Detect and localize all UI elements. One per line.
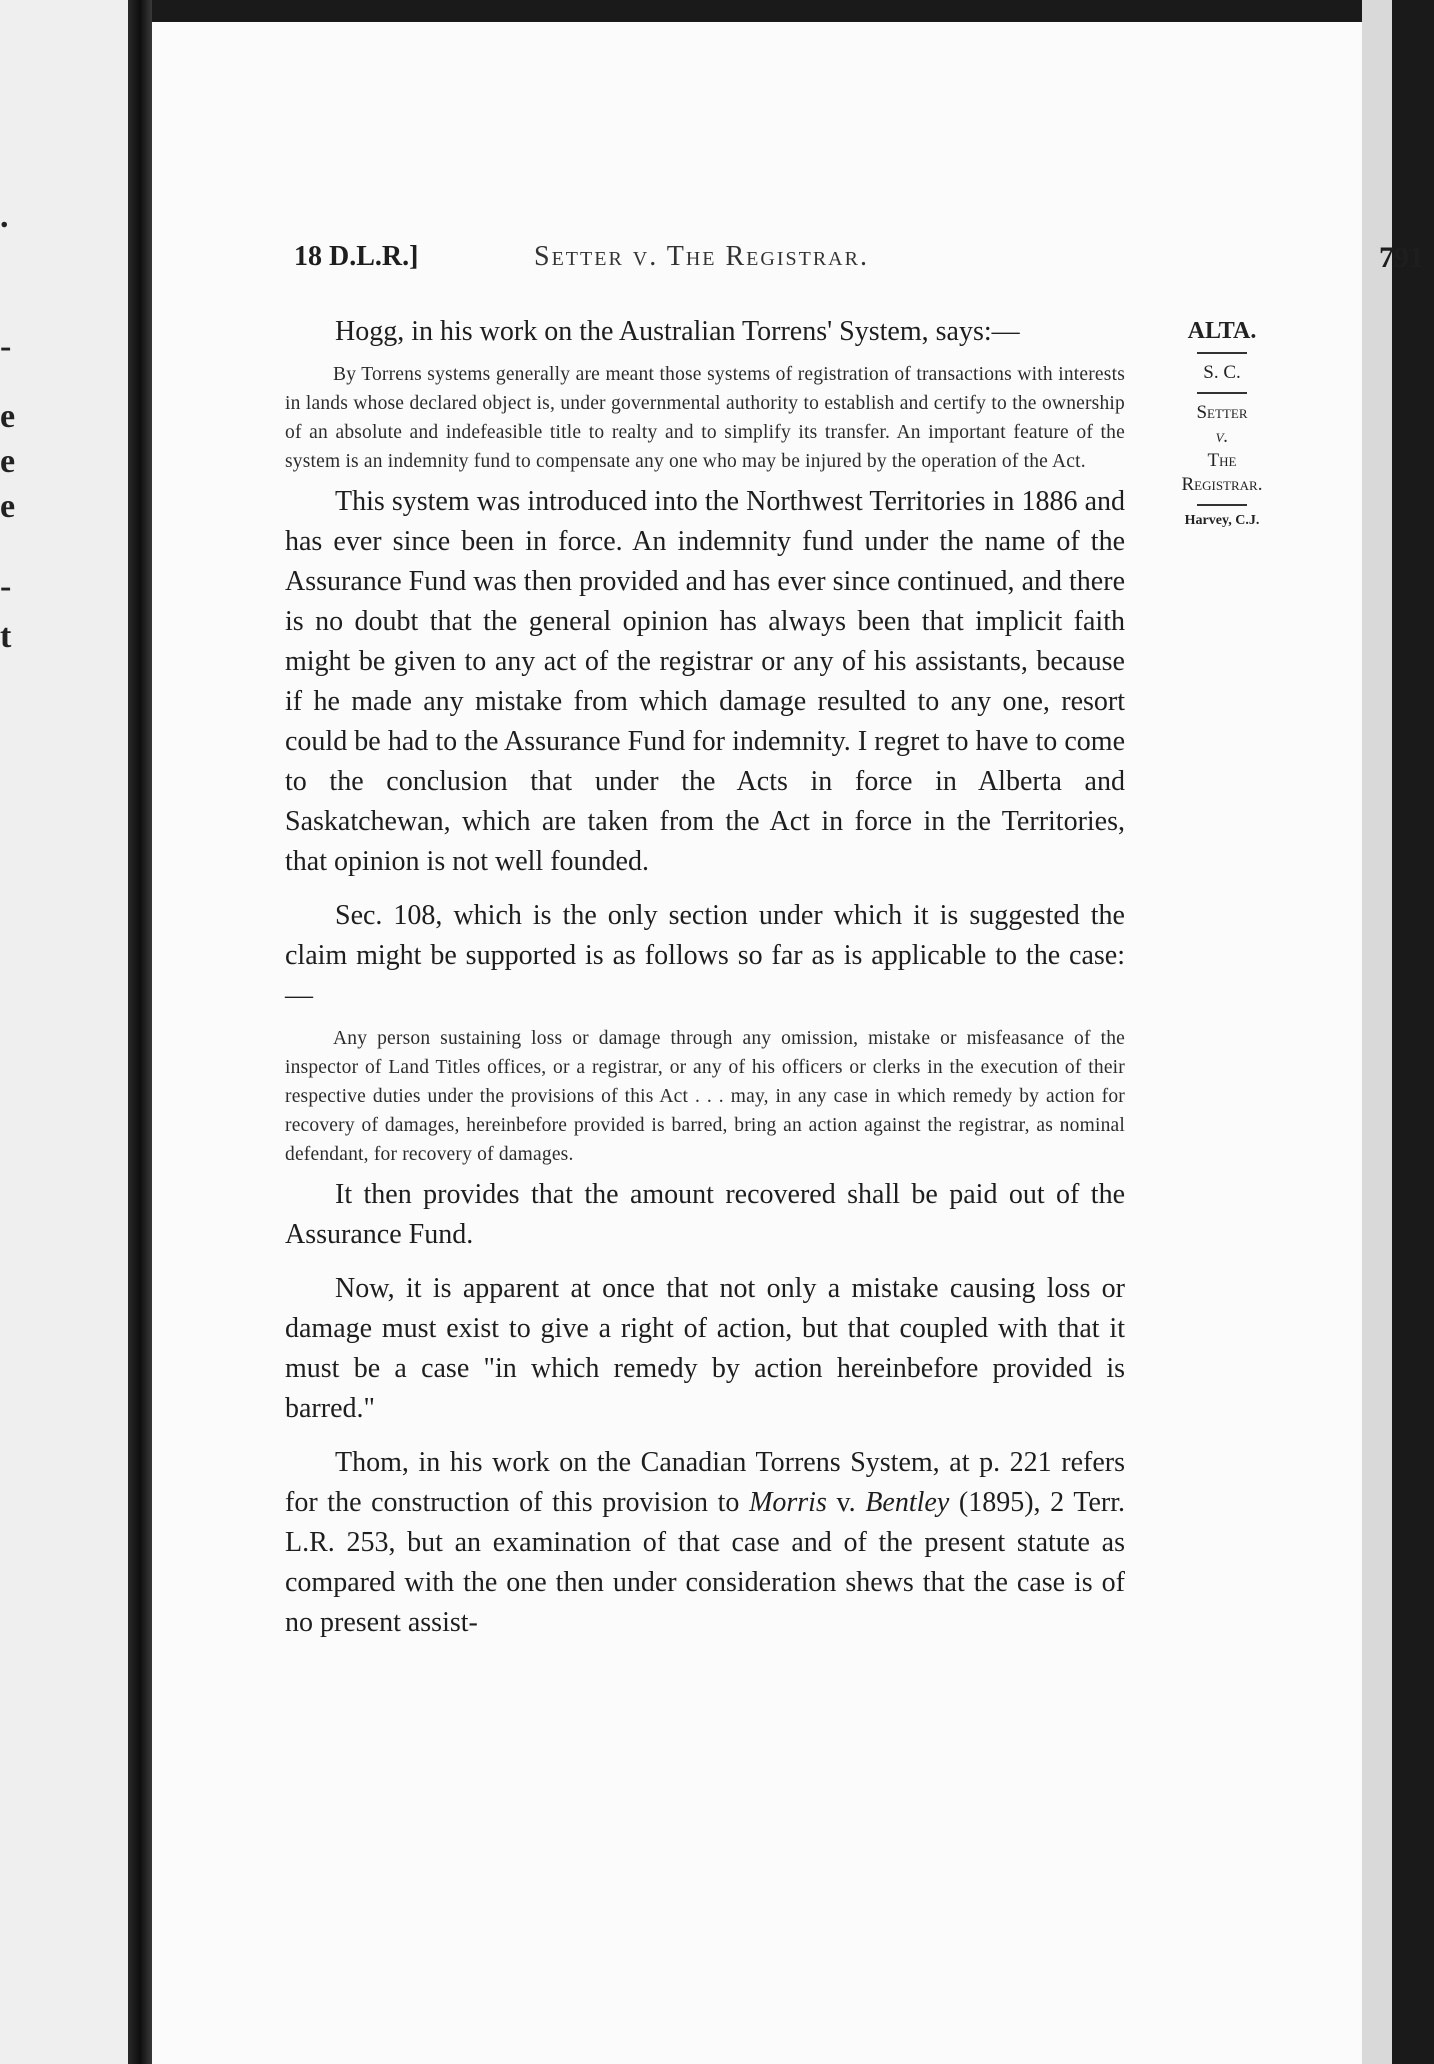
paragraph: Hogg, in his work on the Australian Torrens' System, says:— [335,316,1020,347]
paragraph: This system was introduced into the Northwest Territories in 1886 and has ever since been in force. An indemnity fund under the name of the Assurance Fund was then provided and has ever since continued, and there is no doubt that the general opinion has always been that implicit faith might be given to any act of the registrar or any of his assistants, because if he made any mistake from which damage resulted to any one, resort could be had to the Assurance Fund for indemnity. I regret to have to come to the conclusion that under the Acts in force in Alberta and Saskatchewan, which are taken from the Act in force in the Territories, that opinion is not well founded. [285,486,1125,877]
edge-glyph: - [0,328,12,365]
text-run: v. [826,1487,866,1518]
divider [1197,504,1247,506]
edge-glyph: . [0,198,9,235]
case-name-line: Registrar. [1181,474,1263,495]
running-header [294,227,1434,287]
block-quote: By Torrens systems generally are meant those systems of registration of transactions with interests in lands whose declared object is, under governmental authority to establish and certify to the ownership of an absolute and indefeasible title to realty and to simplify its transfer. An important feature of the system is an indemnity fund to compensate any one who may be injured by the operation of the Act. [285,364,1125,472]
case-name: Bentley [865,1487,950,1518]
book-gutter [128,0,152,2064]
edge-glyph: e [0,488,16,525]
paragraph [285,1443,1125,1643]
page-number: 791 [1379,241,1424,274]
case-name-line: Setter [1196,402,1248,423]
paragraph: It then provides that the amount recovered shall be paid out of the Assurance Fund. [285,1179,1125,1250]
body-text [285,312,1125,1643]
facing-page [0,0,128,2064]
case-name-line: v. [1215,426,1229,447]
paragraph: Sec. 108, which is the only section under which it is suggested the claim might be supported is as follows so far as is applicable to the case:— [285,900,1125,1011]
document-page [152,22,1424,2064]
edge-glyph: - [0,568,12,605]
marginal-note [1152,312,1292,529]
judge-label: Harvey, C.J. [1184,513,1260,528]
divider [1197,392,1247,394]
page-edge [1362,0,1392,2064]
edge-glyph: t [0,618,12,655]
edge-glyph: e [0,398,16,435]
case-name: Morris [749,1487,827,1518]
province-label: ALTA. [1187,318,1257,344]
paragraph: Now, it is apparent at once that not only a mistake causing loss or damage must exist to give a right of action, but that coupled with that it must be a case "in which remedy by action hereinbefore provided is barred." [285,1273,1125,1424]
court-label: S. C. [1203,362,1241,383]
edge-glyph: e [0,443,16,480]
text-run: (1895), 2 Terr. L.R. 253, but an examination of that case and of the present statute as compared with the one then under consideration shews that the case is of no present assist- [285,1487,1125,1638]
volume-reference: 18 D.L.R.] [294,241,419,272]
block-quote: Any person sustaining loss or damage through any omission, mistake or misfeasance of the inspector of Land Titles offices, or a registrar, or any of his officers or clerks in the execution of their respective duties under the provisions of this Act . . . may, in any case in which remedy by action for recovery of damages, hereinbefore provided is barred, bring an action against the registrar, as nominal defendant, for recovery of damages. [285,1028,1125,1165]
case-name-line: The [1207,450,1237,471]
text-run: Thom, in his work on the Canadian Torrens System, at p. 221 refers for the construction of this provision to [285,1447,1125,1518]
running-title: Setter v. The Registrar. [534,241,869,272]
divider [1197,352,1247,354]
